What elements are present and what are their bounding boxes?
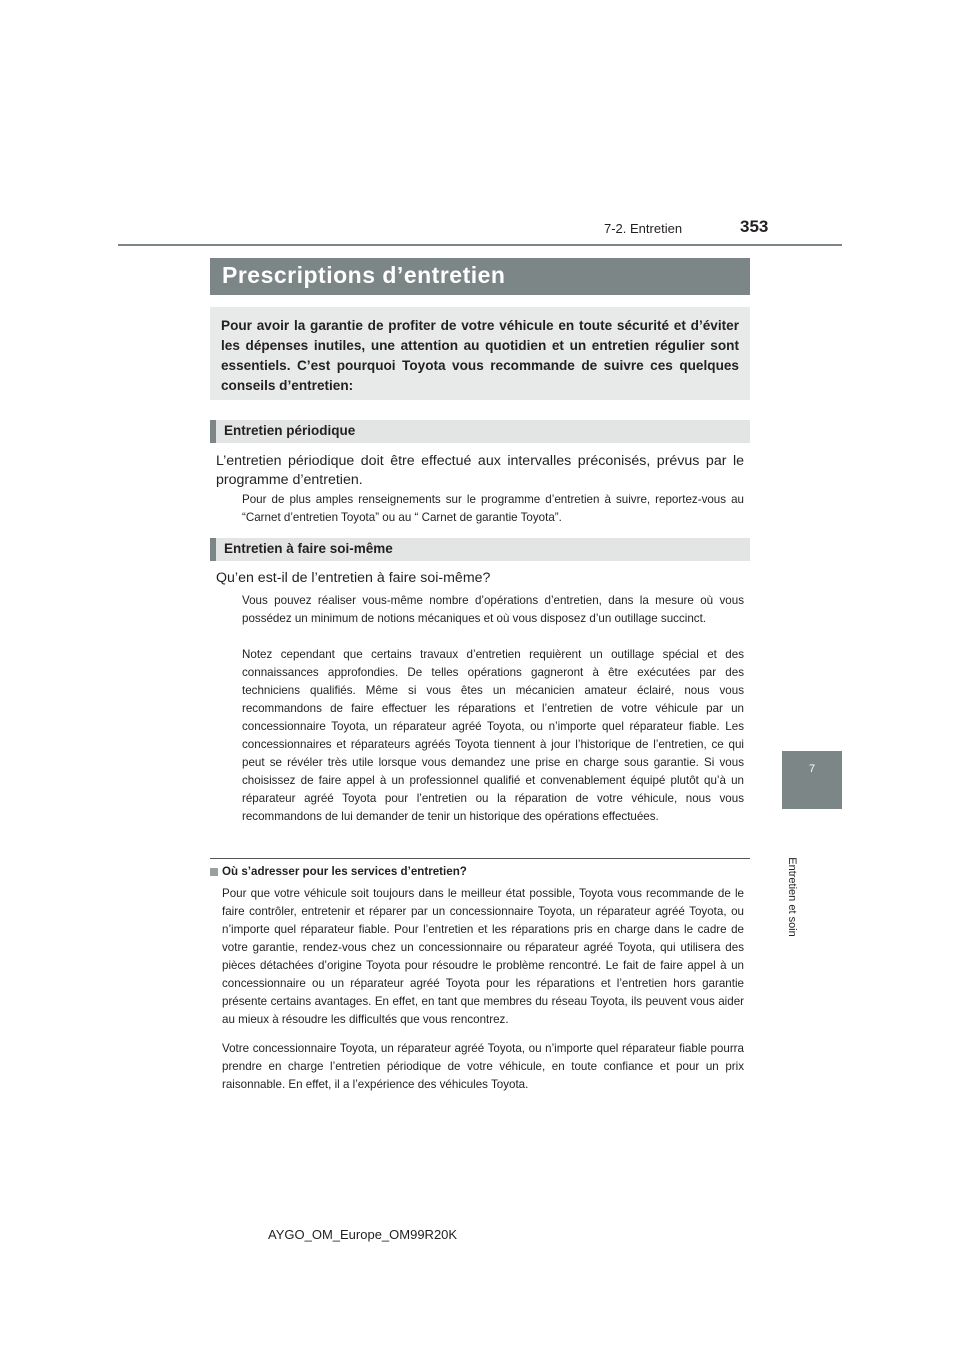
- notes-paragraph-2: Votre concessionnaire Toyota, un réparateur agréé Toyota, ou n’importe quel réparateur fiable pourra prendre en charge l’entretien périodique de votre véhicule, en toute confiance et pour un prix raisonnable. En effet, il a l’expérience des véhicules Toyota.: [222, 1042, 744, 1091]
- chapter-tab: [782, 751, 842, 809]
- periodic-text: L’entretien périodique doit être effectué aux intervalles préconisés, prévus par le programme d’entretien.: [216, 453, 744, 488]
- diy-question: Qu’en est-il de l’entretien à faire soi-même?: [216, 570, 491, 586]
- notes-paragraph-1: Pour que votre véhicule soit toujours dans le meilleur état possible, Toyota vous recommande de le faire contrôler, entretenir et réparer par un concessionnaire Toyota, un réparateur agréé Toyota, ou n’importe quel réparateur fiable. Pour l’entretien et les réparations pris en charge dans le cadre de votre garantie, rendez-vous chez un concessionnaire ou réparateur agréé Toyota, qui utilisera des pièces détachées d’origine Toyota pour résoudre le problème rencontré. Le fait de faire appel à un concessionnaire ou un réparateur agréé Toyota pour les réparations et l’entretien hors garantie présente certains avantages. En effet, en tant que membres du réseau Toyota, ils peuvent vous aider au mieux à résoudre les difficultés que vous rencontrez.: [222, 887, 744, 1026]
- diy-heading-accent: [210, 538, 216, 561]
- diy-paragraph-2: Notez cependant que certains travaux d’entretien requièrent un outillage spécial et des connaissances approfondies. De telles opérations gagneront à être exécutées par des techniciens qualifiés. Même si vous êtes un mécanicien amateur éclairé, nous vous recommandons de faire effectuer les réparations et l’entretien de votre véhicule par un concessionnaire Toyota, un réparateur agréé Toyota, ou n’importe quel réparateur fiable. Les concessionnaires et réparateurs agréés Toyota tiennent à jour l’historique de l’entretien, ce qui peut se révéler très utile lorsque vous demandez une prise en charge sous garantie. Si vous choisissez de faire appel à un professionnel qualifié et convenablement équipé plutôt qu’à un réparateur agréé Toyota pour l’entretien ou la réparation de votre véhicule, nous vous recommandons de lui demander de tenir un historique des opérations effectuées.: [242, 648, 744, 823]
- document-code: AYGO_OM_Europe_OM99R20K: [268, 1227, 458, 1242]
- page-number: 353: [740, 217, 769, 236]
- section-reference: 7-2. Entretien: [604, 221, 683, 236]
- periodic-heading-accent: [210, 420, 216, 443]
- periodic-heading: Entretien périodique: [224, 423, 356, 438]
- page-title: Prescriptions d’entretien: [222, 262, 506, 288]
- chapter-side-label-text: Entretien et soin: [786, 857, 798, 937]
- notes-bullet-square: [210, 868, 218, 876]
- periodic-detail: Pour de plus amples renseignements sur le programme d’entretien à suivre, reportez-vous au “Carnet d’entretien Toyota” ou au “ Carnet de garantie Toyota”.: [242, 493, 744, 524]
- diy-paragraph-1: Vous pouvez réaliser vous-même nombre d’opérations d’entretien, dans la mesure où vous possédez un minimum de notions mécaniques et où vous disposez d’un outillage succinct.: [242, 594, 744, 625]
- notes-divider: [210, 858, 750, 859]
- chapter-tab-number: 7: [808, 763, 816, 775]
- intro-text: Pour avoir la garantie de profiter de votre véhicule en toute sécurité et d’éviter les dépenses inutiles, une attention au quotidien et un entretien régulier sont essentiels. C’est pourquoi Toyota vous recommande de suivre ces quelques conseils d’entretien:: [221, 318, 739, 393]
- header-divider: [118, 244, 842, 246]
- notes-heading: Où s’adresser pour les services d’entretien?: [222, 865, 467, 878]
- diy-heading: Entretien à faire soi-même: [224, 541, 393, 556]
